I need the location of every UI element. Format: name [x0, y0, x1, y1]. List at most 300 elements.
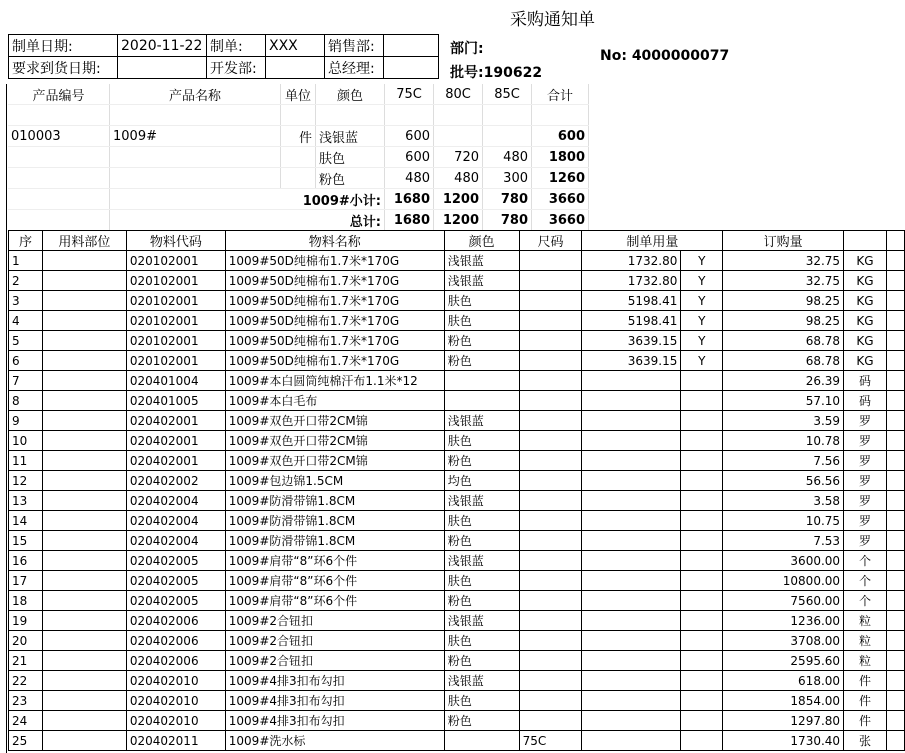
mat-part: [42, 691, 126, 711]
mat-code: 020402006: [126, 631, 225, 651]
mat-name: 1009#肩带“8”环6个件: [225, 551, 444, 571]
mat-color: 粉色: [444, 591, 519, 611]
mat-seq: 18: [9, 591, 43, 611]
mat-seq: 21: [9, 651, 43, 671]
mat-usage: 5198.41: [582, 291, 681, 311]
mat-extra: [886, 731, 904, 751]
mat-unit: 个: [844, 571, 887, 591]
mat-usage-flag: Y: [681, 251, 723, 271]
mat-color: [444, 391, 519, 411]
mat-order-qty: 1854.00: [723, 691, 844, 711]
mat-part: [42, 251, 126, 271]
table-row: [9, 711, 905, 731]
mat-size: [519, 431, 582, 451]
table-row: [9, 311, 905, 331]
mat-usage: [582, 531, 681, 551]
mat-order-qty: 3708.00: [723, 631, 844, 651]
mat-part: [42, 451, 126, 471]
mat-part: [42, 631, 126, 651]
mat-size: [519, 571, 582, 591]
mat-unit: 码: [844, 371, 887, 391]
required-date-label: 要求到货日期:: [9, 57, 118, 79]
mat-size: [519, 271, 582, 291]
mat-extra: [886, 571, 904, 591]
mat-extra: [886, 651, 904, 671]
mat-part: [42, 291, 126, 311]
subtotal-85c: 780: [483, 189, 532, 210]
mat-usage-flag: [681, 571, 723, 591]
mat-usage: [582, 391, 681, 411]
prod-qty: 600: [385, 126, 434, 147]
mat-unit: 粒: [844, 611, 887, 631]
mat-part: [42, 431, 126, 451]
gm-label: 总经理:: [325, 57, 384, 79]
mat-usage-flag: [681, 551, 723, 571]
table-row: [9, 271, 905, 291]
mat-size: [519, 691, 582, 711]
mat-usage: [582, 691, 681, 711]
mat-usage: [582, 731, 681, 751]
mat-color: 浅银蓝: [444, 251, 519, 271]
mat-seq: 4: [9, 311, 43, 331]
mat-color: 浅银蓝: [444, 671, 519, 691]
mat-part: [42, 651, 126, 671]
prod-unit: 件: [281, 126, 316, 147]
mat-part: [42, 351, 126, 371]
mat-name: 1009#肩带“8”环6个件: [225, 591, 444, 611]
mat-code: 020402004: [126, 511, 225, 531]
mat-header-color: 颜色: [444, 231, 519, 251]
mat-seq: 22: [9, 671, 43, 691]
prod-qty: 300: [483, 168, 532, 189]
mat-usage-flag: [681, 471, 723, 491]
table-row: [9, 671, 905, 691]
mat-color: 浅银蓝: [444, 611, 519, 631]
mat-order-qty: 98.25: [723, 291, 844, 311]
document-number: [600, 48, 729, 64]
mat-part: [42, 311, 126, 331]
dev-value: [266, 57, 325, 79]
mat-name: 1009#肩带“8”环6个件: [225, 571, 444, 591]
mat-usage-flag: Y: [681, 291, 723, 311]
mat-order-qty: 32.75: [723, 251, 844, 271]
mat-usage: 3639.15: [582, 351, 681, 371]
mat-size: [519, 251, 582, 271]
prod-row-total: 600: [532, 126, 589, 147]
mat-usage: [582, 571, 681, 591]
mat-code: 020401004: [126, 371, 225, 391]
prod-header-code: 产品编号: [8, 84, 110, 105]
mat-usage-flag: [681, 431, 723, 451]
mat-order-qty: 1236.00: [723, 611, 844, 631]
mat-seq: 3: [9, 291, 43, 311]
mat-usage-flag: [681, 711, 723, 731]
prod-header-85c: 85C: [483, 84, 532, 105]
mat-order-qty: 7560.00: [723, 591, 844, 611]
mat-unit: KG: [844, 331, 887, 351]
mat-extra: [886, 491, 904, 511]
mat-order-qty: 1730.40: [723, 731, 844, 751]
mat-code: 020402001: [126, 411, 225, 431]
prod-qty: [483, 126, 532, 147]
mat-code: 020102001: [126, 271, 225, 291]
mat-color: [444, 731, 519, 751]
mat-seq: 19: [9, 611, 43, 631]
mat-header-name: 物料名称: [225, 231, 444, 251]
mat-extra: [886, 631, 904, 651]
mat-order-qty: 56.56: [723, 471, 844, 491]
mat-color: 粉色: [444, 531, 519, 551]
mat-usage: [582, 451, 681, 471]
mat-header-order-qty: 订购量: [723, 231, 844, 251]
mat-name: 1009#双色开口带2CM锦: [225, 431, 444, 451]
mat-code: 020402006: [126, 651, 225, 671]
mat-header-seq: 序: [9, 231, 43, 251]
mat-code: 020102001: [126, 251, 225, 271]
mat-unit: 码: [844, 391, 887, 411]
mat-usage: 1732.80: [582, 271, 681, 291]
mat-part: [42, 531, 126, 551]
mat-unit: 罗: [844, 491, 887, 511]
mat-usage-flag: [681, 371, 723, 391]
mat-usage-flag: Y: [681, 331, 723, 351]
mat-unit: 件: [844, 691, 887, 711]
mat-name: 1009#本白毛布: [225, 391, 444, 411]
mat-color: 浅银蓝: [444, 271, 519, 291]
mat-extra: [886, 391, 904, 411]
mat-usage-flag: [681, 591, 723, 611]
mat-name: 1009#双色开口带2CM锦: [225, 451, 444, 471]
mat-unit: KG: [844, 271, 887, 291]
mat-name: 1009#防滑带锦1.8CM: [225, 491, 444, 511]
mat-code: 020402002: [126, 471, 225, 491]
mat-extra: [886, 251, 904, 271]
mat-color: 粉色: [444, 451, 519, 471]
mat-extra: [886, 291, 904, 311]
mat-seq: 2: [9, 271, 43, 291]
product-table: [8, 84, 589, 231]
mat-size: [519, 351, 582, 371]
mat-size: [519, 391, 582, 411]
mat-order-qty: 2595.60: [723, 651, 844, 671]
mat-extra: [886, 271, 904, 291]
table-row: [9, 431, 905, 451]
mat-code: 020402006: [126, 611, 225, 631]
mat-color: 肤色: [444, 691, 519, 711]
prod-row-total: 1800: [532, 147, 589, 168]
mat-extra: [886, 671, 904, 691]
mat-name: 1009#4排3扣布勾扣: [225, 691, 444, 711]
mat-part: [42, 371, 126, 391]
prod-qty: 480: [434, 168, 483, 189]
prod-qty: [434, 126, 483, 147]
mat-seq: 12: [9, 471, 43, 491]
mat-color: 肤色: [444, 431, 519, 451]
mat-usage-flag: [681, 411, 723, 431]
mat-name: 1009#双色开口带2CM锦: [225, 411, 444, 431]
table-row: [9, 571, 905, 591]
mat-name: 1009#洗水标: [225, 731, 444, 751]
mat-unit: 罗: [844, 451, 887, 471]
mat-usage: 3639.15: [582, 331, 681, 351]
mat-code: 020102001: [126, 311, 225, 331]
grand-total-label: 总计:: [110, 210, 385, 231]
mat-seq: 25: [9, 731, 43, 751]
mat-name: 1009#防滑带锦1.8CM: [225, 511, 444, 531]
mat-header-unit: [844, 231, 887, 251]
mat-code: 020402011: [126, 731, 225, 751]
mat-part: [42, 551, 126, 571]
subtotal-80c: 1200: [434, 189, 483, 210]
mat-seq: 16: [9, 551, 43, 571]
table-row: [9, 651, 905, 671]
mat-usage: [582, 611, 681, 631]
mat-seq: 23: [9, 691, 43, 711]
prod-row-total: 1260: [532, 168, 589, 189]
mat-color: 浅银蓝: [444, 551, 519, 571]
table-row: [9, 391, 905, 411]
maker-value: XXX: [266, 35, 325, 57]
mat-unit: 粒: [844, 651, 887, 671]
mat-order-qty: 618.00: [723, 671, 844, 691]
mat-unit: 个: [844, 591, 887, 611]
sales-label: 销售部:: [325, 35, 384, 57]
table-row: [9, 511, 905, 531]
mat-part: [42, 491, 126, 511]
prod-color: 肤色: [316, 147, 385, 168]
mat-usage: 5198.41: [582, 311, 681, 331]
required-date-value: [118, 57, 207, 79]
mat-code: 020402001: [126, 451, 225, 471]
mat-name: 1009#本白圆筒纯棉汗布1.1米*12: [225, 371, 444, 391]
mat-extra: [886, 471, 904, 491]
table-row: [9, 251, 905, 271]
prod-color: 浅银蓝: [316, 126, 385, 147]
mat-order-qty: 3.58: [723, 491, 844, 511]
mat-size: 75C: [519, 731, 582, 751]
mat-seq: 10: [9, 431, 43, 451]
grand-total-80c: 1200: [434, 210, 483, 231]
mat-size: [519, 711, 582, 731]
grand-total-total: 3660: [532, 210, 589, 231]
mat-usage-flag: [681, 731, 723, 751]
mat-usage-flag: [681, 511, 723, 531]
mat-code: 020402004: [126, 491, 225, 511]
prod-header-name: 产品名称: [110, 84, 281, 105]
mat-code: 020102001: [126, 351, 225, 371]
mat-unit: 粒: [844, 631, 887, 651]
order-date-label: 制单日期:: [9, 35, 118, 57]
mat-usage: [582, 431, 681, 451]
mat-extra: [886, 511, 904, 531]
mat-usage: [582, 491, 681, 511]
mat-seq: 1: [9, 251, 43, 271]
mat-part: [42, 411, 126, 431]
mat-order-qty: 57.10: [723, 391, 844, 411]
document-title: 采购通知单: [510, 10, 595, 30]
prod-header-total: 合计: [532, 84, 589, 105]
mat-seq: 7: [9, 371, 43, 391]
mat-header-extra: [886, 231, 904, 251]
mat-size: [519, 311, 582, 331]
mat-size: [519, 511, 582, 531]
mat-usage: [582, 711, 681, 731]
mat-order-qty: 7.56: [723, 451, 844, 471]
maker-label: 制单:: [207, 35, 266, 57]
mat-color: 浅银蓝: [444, 411, 519, 431]
mat-name: 1009#防滑带锦1.8CM: [225, 531, 444, 551]
prod-qty: 480: [483, 147, 532, 168]
mat-name: 1009#50D纯棉布1.7米*170G: [225, 351, 444, 371]
mat-extra: [886, 611, 904, 631]
mat-unit: 个: [844, 551, 887, 571]
prod-qty: 480: [385, 168, 434, 189]
mat-part: [42, 611, 126, 631]
subtotal-total: 3660: [532, 189, 589, 210]
mat-part: [42, 731, 126, 751]
mat-order-qty: 3600.00: [723, 551, 844, 571]
mat-extra: [886, 431, 904, 451]
dept-label: 部门:: [450, 41, 484, 57]
mat-usage-flag: [681, 651, 723, 671]
mat-color: 肤色: [444, 511, 519, 531]
mat-color: 肤色: [444, 291, 519, 311]
mat-unit: 张: [844, 731, 887, 751]
table-row: [9, 411, 905, 431]
mat-seq: 20: [9, 631, 43, 651]
mat-name: 1009#包边锦1.5CM: [225, 471, 444, 491]
mat-code: 020402005: [126, 551, 225, 571]
batch-field: [450, 62, 542, 82]
mat-part: [42, 671, 126, 691]
table-row: [9, 451, 905, 471]
mat-order-qty: 1297.80: [723, 711, 844, 731]
mat-order-qty: 32.75: [723, 271, 844, 291]
subtotal-label: 1009#小计:: [110, 189, 385, 210]
mat-color: 粉色: [444, 331, 519, 351]
mat-size: [519, 651, 582, 671]
mat-color: 肤色: [444, 311, 519, 331]
mat-part: [42, 271, 126, 291]
mat-color: 粉色: [444, 351, 519, 371]
mat-seq: 11: [9, 451, 43, 471]
mat-order-qty: 98.25: [723, 311, 844, 331]
mat-unit: 罗: [844, 471, 887, 491]
mat-header-usage: 制单用量: [582, 231, 723, 251]
mat-seq: 6: [9, 351, 43, 371]
mat-usage-flag: [681, 631, 723, 651]
prod-header-color: 颜色: [316, 84, 385, 105]
grand-total-85c: 780: [483, 210, 532, 231]
mat-extra: [886, 311, 904, 331]
mat-unit: KG: [844, 351, 887, 371]
mat-usage-flag: [681, 611, 723, 631]
prod-header-unit: 单位: [281, 84, 316, 105]
mat-order-qty: 26.39: [723, 371, 844, 391]
mat-part: [42, 511, 126, 531]
table-row: [9, 631, 905, 651]
mat-order-qty: 10800.00: [723, 571, 844, 591]
mat-header-part: 用料部位: [42, 231, 126, 251]
mat-header-size: 尺码: [519, 231, 582, 251]
batch-label: 批号:: [450, 65, 484, 81]
mat-order-qty: 10.78: [723, 431, 844, 451]
mat-usage-flag: [681, 691, 723, 711]
table-row: [9, 611, 905, 631]
sales-value: [384, 35, 439, 57]
mat-usage: [582, 651, 681, 671]
prod-header-75c: 75C: [385, 84, 434, 105]
mat-usage-flag: [681, 451, 723, 471]
mat-name: 1009#2合钮扣: [225, 611, 444, 631]
mat-size: [519, 671, 582, 691]
prod-name: 1009#: [110, 126, 281, 147]
table-row: [9, 531, 905, 551]
table-row: [9, 351, 905, 371]
mat-extra: [886, 591, 904, 611]
mat-color: [444, 371, 519, 391]
mat-usage-flag: [681, 531, 723, 551]
prod-color: 粉色: [316, 168, 385, 189]
mat-part: [42, 471, 126, 491]
mat-extra: [886, 691, 904, 711]
mat-header-code: 物料代码: [126, 231, 225, 251]
mat-size: [519, 291, 582, 311]
mat-seq: 8: [9, 391, 43, 411]
table-row: [9, 371, 905, 391]
mat-code: 020102001: [126, 291, 225, 311]
prod-code: 010003: [8, 126, 110, 147]
mat-usage-flag: [681, 491, 723, 511]
table-row: [9, 471, 905, 491]
mat-extra: [886, 331, 904, 351]
mat-seq: 17: [9, 571, 43, 591]
mat-usage-flag: Y: [681, 311, 723, 331]
mat-part: [42, 711, 126, 731]
mat-name: 1009#50D纯棉布1.7米*170G: [225, 271, 444, 291]
mat-usage: [582, 551, 681, 571]
mat-color: 肤色: [444, 631, 519, 651]
mat-code: 020402010: [126, 691, 225, 711]
mat-size: [519, 631, 582, 651]
mat-size: [519, 491, 582, 511]
prod-header-80c: 80C: [434, 84, 483, 105]
header-info-table: [8, 34, 439, 79]
mat-part: [42, 391, 126, 411]
mat-unit: KG: [844, 251, 887, 271]
subtotal-75c: 1680: [385, 189, 434, 210]
mat-part: [42, 591, 126, 611]
mat-name: 1009#50D纯棉布1.7米*170G: [225, 331, 444, 351]
left-frame-line: [6, 84, 7, 753]
grand-total-75c: 1680: [385, 210, 434, 231]
mat-unit: 罗: [844, 531, 887, 551]
mat-size: [519, 451, 582, 471]
materials-table: [8, 230, 905, 751]
table-row: [9, 331, 905, 351]
mat-usage: [582, 411, 681, 431]
mat-size: [519, 371, 582, 391]
mat-unit: 罗: [844, 411, 887, 431]
mat-extra: [886, 411, 904, 431]
mat-extra: [886, 371, 904, 391]
mat-usage: [582, 511, 681, 531]
mat-unit: 罗: [844, 431, 887, 451]
mat-order-qty: 68.78: [723, 331, 844, 351]
table-row: [9, 491, 905, 511]
mat-unit: 件: [844, 711, 887, 731]
mat-name: 1009#50D纯棉布1.7米*170G: [225, 251, 444, 271]
